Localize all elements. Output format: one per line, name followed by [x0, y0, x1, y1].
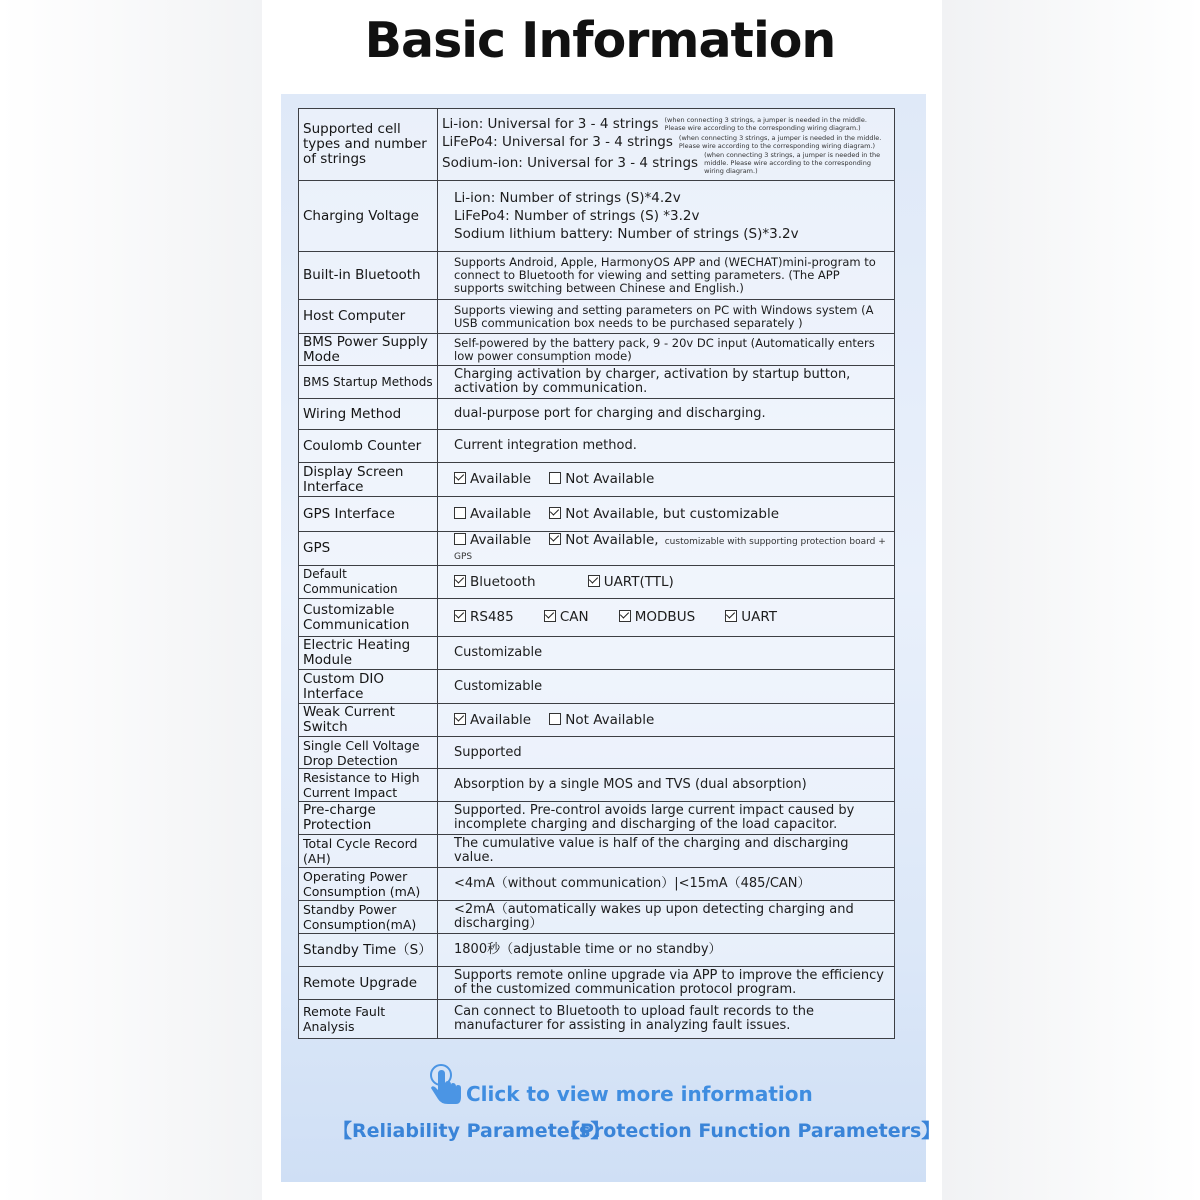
table-row: BMS Power Supply Mode Self-powered by the battery pack, 9 - 20v DC input (Automatically enters low power consumption mode)	[299, 334, 895, 366]
checkbox-option: Not Available	[549, 472, 654, 486]
checkbox-option: RS485	[454, 610, 514, 624]
table-row: Single Cell Voltage Drop Detection Supported	[299, 737, 895, 769]
table-row: Supported cell types and number of strings Li-ion: Universal for 3 - 4 strings (when connecting 3 strings, a jumper is needed in the middle. Please wire according to the corresponding wiring diagram.) LiFePo4: Universal for 3 - 4 strings (when connecting 3 strings, a jumper is needed in the middle. Please wire according to the corresponding wiring diagram.) Sodium-ion: Universal for 3 - 4 strings (when connecting 3 strings, a jumper is needed in the middle. Please wire according to the corresponding wiring diagram.)	[299, 109, 895, 181]
row-label: Standby Power Consumption(mA)	[299, 901, 438, 934]
table-row	[299, 704, 895, 737]
row-label: Supported cell types and number of strings	[299, 109, 438, 181]
row-label: GPS	[299, 532, 438, 566]
table-row	[299, 463, 895, 497]
row-label: Total Cycle Record (AH)	[299, 835, 438, 868]
checkbox-empty-icon	[549, 713, 561, 725]
row-label: Default Communication	[299, 566, 438, 599]
checkbox-checked-icon	[619, 610, 631, 622]
table-row: GPS Available Not Available, customizable with supporting protection board + GPS	[299, 532, 895, 566]
row-label: Built-in Bluetooth	[299, 252, 438, 300]
row-label: BMS Startup Methods	[299, 366, 438, 399]
row-label: Standby Time（S）	[299, 934, 438, 967]
row-label: Pre-charge Protection	[299, 802, 438, 835]
table-row: Operating Power Consumption (mA) <4mA（without communication）|<15mA（485/CAN）	[299, 868, 895, 901]
table-row: Built-in Bluetooth Supports Android, Apple, HarmonyOS APP and (WECHAT)mini-program to connect to Bluetooth for viewing and setting parameters. (The APP supports switching between Chinese and English.)	[299, 252, 895, 300]
checkbox-checked-icon	[588, 575, 600, 587]
checkbox-option: Bluetooth	[454, 575, 536, 589]
row-label: Custom DIO Interface	[299, 670, 438, 704]
checkbox-checked-icon	[549, 533, 561, 545]
table-row: Coulomb Counter Current integration method.	[299, 430, 895, 463]
checkbox-checked-icon	[454, 713, 466, 725]
row-label: BMS Power Supply Mode	[299, 334, 438, 366]
row-label: Host Computer	[299, 300, 438, 334]
row-label: Electric Heating Module	[299, 637, 438, 670]
row-label: Operating Power Consumption (mA)	[299, 868, 438, 901]
table-row: Standby Power Consumption(mA) <2mA（automatically wakes up upon detecting charging and discharging）	[299, 901, 895, 934]
checkbox-empty-icon	[454, 507, 466, 519]
checkbox-option: UART	[725, 610, 777, 624]
checkbox-option: CAN	[544, 610, 589, 624]
table-row: Standby Time（S） 1800秒（adjustable time or no standby）	[299, 934, 895, 967]
checkbox-checked-icon	[454, 575, 466, 587]
row-label: Resistance to High Current Impact	[299, 769, 438, 802]
table-row: BMS Startup Methods Charging activation by charger, activation by startup button, activation by communication.	[299, 366, 895, 399]
row-label: Customizable Communication	[299, 599, 438, 637]
hand-pointer-icon[interactable]	[428, 1064, 464, 1106]
table-row: Resistance to High Current Impact Absorption by a single MOS and TVS (dual absorption)	[299, 769, 895, 802]
checkbox-option: Available	[454, 533, 531, 547]
checkbox-empty-icon	[549, 472, 561, 484]
checkbox-checked-icon	[549, 507, 561, 519]
more-info-link[interactable]: Click to view more information	[466, 1082, 813, 1106]
checkbox-option: Not Available	[549, 713, 654, 727]
table-row: Charging Voltage Li-ion: Number of strings (S)*4.2v LiFePo4: Number of strings (S) *3.2v Sodium lithium battery: Number of strings (S)*3.2v	[299, 181, 895, 252]
checkbox-empty-icon	[454, 533, 466, 545]
checkbox-checked-icon	[454, 610, 466, 622]
checkbox-option: Available	[454, 713, 531, 727]
checkbox-option: Available	[454, 507, 531, 521]
table-row: Wiring Method dual-purpose port for charging and discharging.	[299, 399, 895, 430]
checkbox-checked-icon	[725, 610, 737, 622]
spec-table	[298, 108, 895, 1039]
table-row: Pre-charge Protection Supported. Pre-control avoids large current impact caused by incomplete charging and discharging of the load capacitor.	[299, 802, 895, 835]
row-label: Remote Fault Analysis	[299, 1000, 438, 1039]
checkbox-option: Available	[454, 472, 531, 486]
checkbox-option: UART(TTL)	[588, 575, 674, 589]
reliability-parameters-link[interactable]: 【Reliability Parameters】	[333, 1120, 610, 1142]
table-row: Remote Upgrade Supports remote online upgrade via APP to improve the efficiency of the customized communication protocol program.	[299, 967, 895, 1000]
table-row	[299, 566, 895, 599]
row-label: Wiring Method	[299, 399, 438, 430]
table-row: Electric Heating Module Customizable	[299, 637, 895, 670]
checkbox-option: MODBUS	[619, 610, 695, 624]
checkbox-checked-icon	[454, 472, 466, 484]
table-row	[299, 599, 895, 637]
table-row: Total Cycle Record (AH) The cumulative value is half of the charging and discharging value.	[299, 835, 895, 868]
table-row: Host Computer Supports viewing and setting parameters on PC with Windows system (A USB communication box needs to be purchased separately )	[299, 300, 895, 334]
row-label: Coulomb Counter	[299, 430, 438, 463]
checkbox-option: Not Available, but customizable	[549, 507, 779, 521]
page-title: Basic Information	[364, 12, 836, 69]
table-row: Custom DIO Interface Customizable	[299, 670, 895, 704]
row-label: Display Screen Interface	[299, 463, 438, 497]
checkbox-checked-icon	[544, 610, 556, 622]
left-background	[0, 0, 262, 1200]
row-label: Charging Voltage	[299, 181, 438, 252]
checkbox-option: Not Available,	[549, 533, 658, 547]
row-label: Weak Current Switch	[299, 704, 438, 737]
row-label: GPS Interface	[299, 497, 438, 532]
table-row	[299, 497, 895, 532]
row-label: Single Cell Voltage Drop Detection	[299, 737, 438, 769]
table-row: Remote Fault Analysis Can connect to Bluetooth to upload fault records to the manufacturer for assisting in analyzing fault issues.	[299, 1000, 895, 1039]
right-background	[942, 0, 1200, 1200]
row-label: Remote Upgrade	[299, 967, 438, 1000]
protection-parameters-link[interactable]: 【Protection Function Parameters】	[561, 1120, 941, 1142]
